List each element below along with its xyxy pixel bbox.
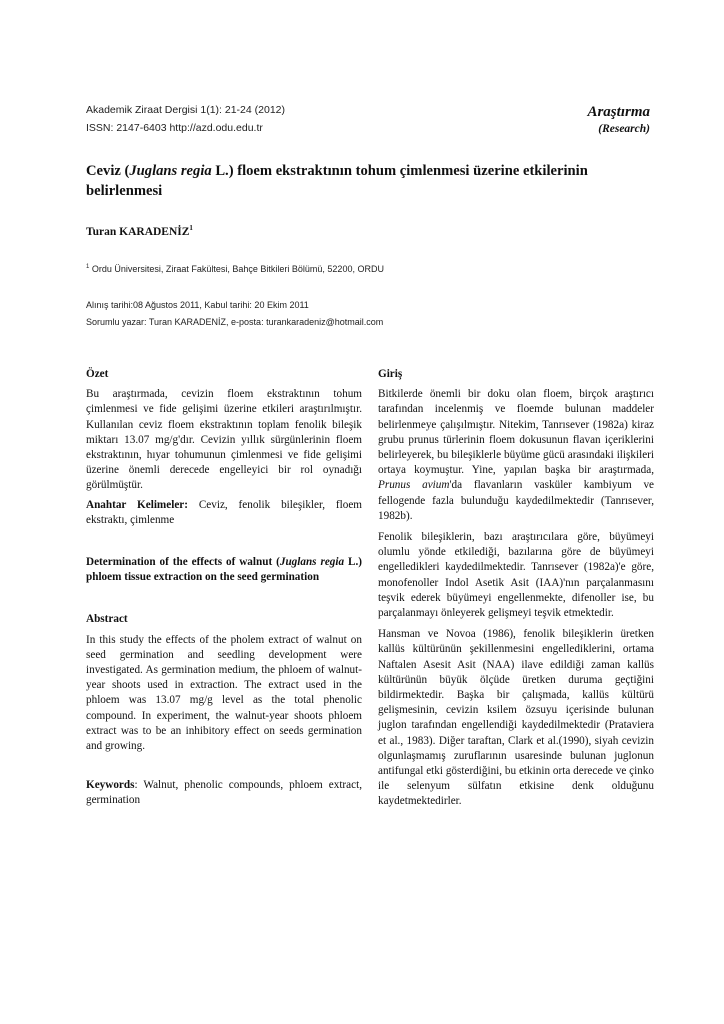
- giris-p1-species: Prunus avium: [378, 479, 450, 492]
- ozet-body: Bu araştırmada, cevizin floem ekstraktının tohum çimlenmesi ve fide gelişimi üzerine etkileri araştırılmıştır. Kullanılan ceviz floem ekstraktının toplam fenolik bileşik miktarı 13.07 mg/g'dır. Cevizin yıllık sürgünlerinin floem ekstraktının, hıyar tohumunun çimlenmesi ve fide gelişimi üzerine önemli derecede engelleyici bir rol oynadığı görülmüştür.: [86, 388, 362, 492]
- article-type-tr: Araştırma: [587, 104, 650, 120]
- journal-issn: ISSN: 2147-6403 http://azd.odu.edu.tr: [86, 122, 263, 134]
- title-part2: L.) floem ekstraktının tohum çimlenmesi üzerine etkilerinin belirlenmesi: [86, 163, 588, 199]
- received-accepted: Alınış tarihi:08 Ağustos 2011, Kabul tarihi: 20 Ekim 2011: [86, 300, 309, 310]
- corresponding-author: Sorumlu yazar: Turan KARADENİZ, e-posta: turankaradeniz@hotmail.com: [86, 317, 384, 327]
- page-title: [86, 161, 651, 201]
- english-title-part1: Determination of the effects of walnut (: [86, 556, 280, 569]
- english-keywords: [86, 778, 362, 808]
- giris-paragraph-1: [378, 387, 654, 524]
- article-type-en: (Research): [598, 123, 650, 135]
- article-dates: [86, 297, 383, 331]
- english-title-species: Juglans regia: [279, 556, 345, 569]
- abstract-heading: Abstract: [86, 613, 128, 626]
- abstract-body: In this study the effects of the pholem extract of walnut on seed germination and seedling development were investigated. As germination medium, the phloem of walnut-year shoots used in extraction. The extract used in the phloem was 13.07 mg/g level as the total phenolic compound. In experiment, the walnut-year shoots phloem extract was to be an inhibitory effect on seeds germination and growing.: [86, 633, 362, 753]
- author-name: Turan KARADENİZ: [86, 225, 190, 238]
- giris-p1-b: 'da flavanların vasküler kambiyum ve fellogende fazla bulunduğu kaydedilmektedir (Tanrısever, 1982b).: [378, 479, 654, 522]
- journal-header: [86, 101, 285, 137]
- giris-paragraph-3: Hansman ve Novoa (1986), fenolik bileşiklerin üretken kallüs kültürünün şekillenmesini engellediklerini, ortama Naftalen Asesit Asit (NAA) ilave edildiği zaman kallüs kültürünün büyük ölçüde üretken duruma geçtiğini bildirmektedir. Başka bir çalışmada, kallüs kültürü gelişmesinin, cevizin ksilem özsuyu içerisinde bulunan juglon tarafından engellendiği kaydedilmektedir (Prataviera et al., 1983). Diğer taraftan, Clark et al.(1990), siyah cevizin olgunlaşmamış zuruflarının usaresinde bulunan juglonun antifungal etki gösterdiğini, bu etkinin orta derecede ve çinko ile selenyum sülfatın etkisine denk olduğunu kaydetmektedirler.: [378, 628, 654, 808]
- giris-paragraph-2: Fenolik bileşiklerin, bazı araştırıcılara göre, büyümeyi olumlu yönde etkilediği, bazılarına göre de büyümeyi engelledikleri kaydedilmektedir. Tanrısever (1982a)'e göre, monofenoller Indol Asetik Asit (IAA)'nın parçalanmasını teşvik ederek büyümeyi engellenmekte, difenoller ise, bu parçalanmayı önleyerek gelişmeyi teşvik etmektedir.: [378, 531, 654, 620]
- title-species: Juglans regia: [129, 163, 212, 179]
- affiliation: [86, 264, 384, 274]
- ozet-keywords: [86, 498, 362, 528]
- affiliation-text: Ordu Üniversitesi, Ziraat Fakültesi, Bahçe Bitkileri Bölümü, 52200, ORDU: [89, 264, 384, 274]
- affiliation-sup: 1: [86, 264, 90, 270]
- article-type: [587, 103, 650, 137]
- author-sup: 1: [189, 224, 193, 232]
- giris-p1-a: Bitkilerde önemli bir doku olan floem, birçok araştırıcı tarafından incelenmiş ve floemde bulunan maddeler belirlenmeye çalışılmıştır. Nitekim, Tanrısever (1982a) kiraz grubu prunus türlerinin floem dokusunun flavan içeriklerini belirleyerek, bu bileşiklerle büyüme gücü arasındaki ilişkileri ortaya koymuştur. Yine, yapılan başka bir araştırmada,: [378, 388, 654, 477]
- english-keywords-text: : Walnut, phenolic compounds, phloem extract, germination: [86, 779, 362, 807]
- right-column: [378, 367, 654, 810]
- title-part1: Ceviz (: [86, 163, 130, 179]
- ozet-heading: Özet: [86, 368, 109, 380]
- ozet-keywords-label: Anahtar Kelimeler:: [86, 498, 188, 511]
- journal-citation: Akademik Ziraat Dergisi 1(1): 21-24 (2012): [86, 104, 285, 116]
- author: [86, 224, 193, 238]
- giris-heading: Giriş: [378, 368, 403, 380]
- ozet-keywords-text: Ceviz, fenolik bileşikler, floem ekstraktı, çimlenme: [86, 498, 363, 526]
- left-column: [86, 367, 362, 809]
- english-keywords-label: Keywords: [86, 779, 135, 792]
- english-title-part2: L.) phloem tissue extraction on the seed germination: [86, 556, 362, 584]
- english-title: [86, 555, 362, 585]
